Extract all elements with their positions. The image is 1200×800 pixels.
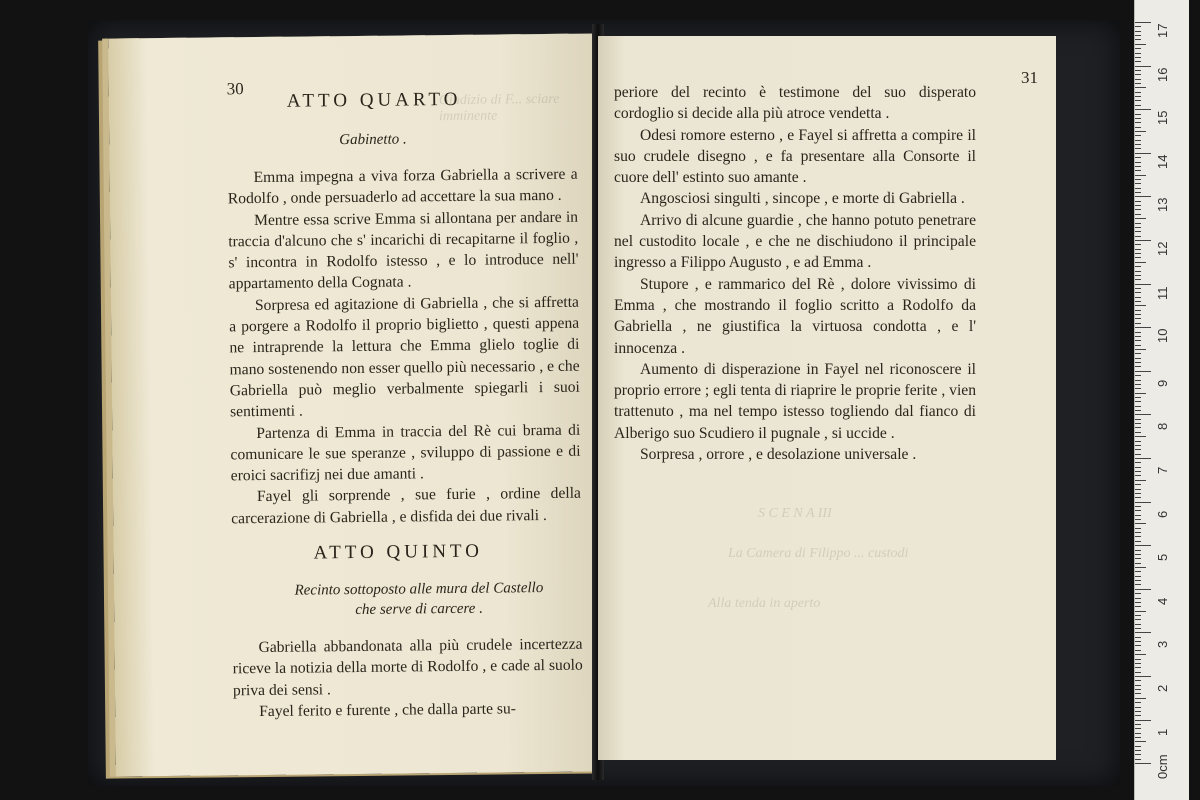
paragraph: Emma impegna a viva forza Gabriella a scrivere a Rodolfo , onde persuaderlo ad accettare la sua mano . bbox=[227, 165, 578, 208]
ruler-tick bbox=[1135, 31, 1141, 32]
ruler-tick bbox=[1135, 419, 1141, 420]
ruler-tick bbox=[1135, 83, 1141, 84]
act-five-heading: ATTO QUINTO bbox=[313, 540, 484, 564]
ruler-tick bbox=[1135, 410, 1141, 411]
ruler-tick bbox=[1135, 737, 1141, 738]
ruler-tick bbox=[1135, 763, 1151, 764]
ruler-tick bbox=[1135, 275, 1141, 276]
ruler-tick bbox=[1135, 680, 1141, 681]
ruler-tick bbox=[1135, 362, 1141, 363]
act-five-setting-line-1: Recinto sottoposto alle mura del Castello bbox=[294, 580, 544, 599]
right-page bbox=[598, 36, 1056, 760]
ruler-tick bbox=[1135, 462, 1141, 463]
ruler-tick bbox=[1135, 183, 1141, 184]
ruler-tick bbox=[1135, 105, 1141, 106]
ruler-tick bbox=[1135, 162, 1141, 163]
ruler-tick bbox=[1135, 66, 1151, 67]
ruler-tick bbox=[1135, 192, 1141, 193]
paragraph: Sorpresa ed agitazione di Gabriella , che si affretta a porgere a Rodolfo il proprio biglietto , questi appena ne intraprende la lettura che Emma glielo toglie di mano sostenendo non esser quello più necessario , e che Gabriella può meglio verbalmente spiegarli i suoi sentimenti . bbox=[229, 293, 580, 421]
ruler-tick bbox=[1135, 741, 1146, 742]
ruler-tick bbox=[1135, 127, 1141, 128]
ruler-tick bbox=[1135, 750, 1141, 751]
ruler-tick bbox=[1135, 454, 1141, 455]
ruler-label: 0cm bbox=[1155, 754, 1170, 780]
paragraph: Mentre essa scrive Emma si allontana per andare in traccia d'alcuno che s' incarichi di recapitarne il foglio , s' incontra in Rodolfo istesso , e lo introduce nell' appartamento della Cognata . bbox=[228, 208, 579, 293]
ruler-tick bbox=[1135, 645, 1141, 646]
ruler-tick bbox=[1135, 519, 1141, 520]
ruler-tick bbox=[1135, 44, 1146, 45]
ruler-tick bbox=[1135, 157, 1141, 158]
ruler-tick bbox=[1135, 323, 1141, 324]
ruler-tick bbox=[1135, 305, 1146, 306]
left-page-number: 30 bbox=[226, 79, 244, 99]
ruler-label: 15 bbox=[1155, 110, 1170, 126]
ruler-tick bbox=[1135, 218, 1146, 219]
ruler-tick bbox=[1135, 144, 1141, 145]
right-page-number: 31 bbox=[1021, 68, 1038, 87]
right-page-text bbox=[614, 82, 976, 465]
ruler-tick bbox=[1135, 584, 1141, 585]
act-four-text bbox=[228, 164, 582, 530]
ruler-tick bbox=[1135, 711, 1141, 712]
ruler-tick bbox=[1135, 632, 1151, 633]
ruler-tick bbox=[1135, 61, 1141, 62]
ruler-tick bbox=[1135, 624, 1141, 625]
paragraph: Sorpresa , orrore , e desolazione universale . bbox=[640, 446, 917, 464]
ruler-tick bbox=[1135, 698, 1146, 699]
ruler-label: 1 bbox=[1155, 728, 1170, 736]
bleed-through-text: Giudizio di F... sciare imminente bbox=[438, 91, 560, 125]
ruler-tick bbox=[1135, 493, 1141, 494]
ruler-tick bbox=[1135, 353, 1141, 354]
paragraph: Gabriella abbandonata alla più crudele incertezza riceve la notizia della morte di Rodolfo , e cade al suolo priva dei sensi . bbox=[232, 635, 583, 699]
ruler-tick bbox=[1135, 292, 1141, 293]
ruler-tick bbox=[1135, 715, 1141, 716]
ruler-tick bbox=[1135, 667, 1141, 668]
ruler-tick bbox=[1135, 100, 1141, 101]
ruler-tick bbox=[1135, 301, 1141, 302]
ruler-tick bbox=[1135, 122, 1141, 123]
ruler-tick bbox=[1135, 554, 1141, 555]
ruler-label: 4 bbox=[1155, 597, 1170, 605]
ruler-label: 3 bbox=[1155, 641, 1170, 649]
paragraph: Fayel gli sorprende , sue furie , ordine della carcerazione di Gabriella , e disfida dei due rivali . bbox=[231, 485, 582, 528]
ruler-tick bbox=[1135, 349, 1146, 350]
ruler-tick bbox=[1135, 602, 1141, 603]
ruler-tick bbox=[1135, 436, 1146, 437]
ruler-tick bbox=[1135, 502, 1151, 503]
ruler-tick bbox=[1135, 244, 1141, 245]
ruler-tick bbox=[1135, 87, 1146, 88]
ruler-tick bbox=[1135, 179, 1141, 180]
ruler-tick bbox=[1135, 388, 1141, 389]
ruler-tick bbox=[1135, 345, 1141, 346]
ruler-tick bbox=[1135, 223, 1141, 224]
ruler-tick bbox=[1135, 506, 1141, 507]
ruler-tick bbox=[1135, 728, 1141, 729]
ruler-label: 5 bbox=[1155, 553, 1170, 562]
left-page bbox=[108, 33, 604, 776]
ruler-tick bbox=[1135, 663, 1141, 664]
ruler-tick bbox=[1135, 685, 1141, 686]
ruler-tick bbox=[1135, 140, 1141, 141]
paragraph: Odesi romore esterno , e Fayel si affretta a compire il suo crudele disegno , e fa presentare alla Consorte il cuore dell' estinto suo amante . bbox=[614, 126, 976, 187]
ruler-tick bbox=[1135, 497, 1141, 498]
ruler-tick bbox=[1135, 209, 1141, 210]
ruler-tick bbox=[1135, 288, 1141, 289]
paragraph: Aumento di disperazione in Fayel nel riconoscere il proprio errore ; egli tenta di riaprire le proprie ferite , vien trattenuto , ma nel tempo istesso togliendo dal fianco di Alberigo suo Scudiero il pugnale , si uccide . bbox=[614, 360, 976, 442]
ruler-tick bbox=[1135, 22, 1151, 23]
ruler-tick bbox=[1135, 109, 1151, 110]
ruler-tick bbox=[1135, 358, 1141, 359]
ruler-tick bbox=[1135, 589, 1151, 590]
ruler-tick bbox=[1135, 26, 1141, 27]
ruler-label: 11 bbox=[1155, 286, 1170, 300]
ruler-tick bbox=[1135, 480, 1146, 481]
act-four-heading: ATTO QUARTO bbox=[286, 88, 462, 112]
ruler-tick bbox=[1135, 702, 1141, 703]
ruler-tick bbox=[1135, 545, 1151, 546]
ruler-tick bbox=[1135, 515, 1141, 516]
ruler-tick bbox=[1135, 310, 1141, 311]
ruler-tick bbox=[1135, 375, 1141, 376]
ruler-tick bbox=[1135, 188, 1141, 189]
ruler-tick bbox=[1135, 650, 1141, 651]
ruler-tick bbox=[1135, 693, 1141, 694]
ruler-tick bbox=[1135, 528, 1141, 529]
bleed-through-text: S C E N A III bbox=[758, 506, 832, 521]
ruler-tick bbox=[1135, 475, 1141, 476]
ruler-label: 8 bbox=[1155, 423, 1170, 431]
ruler-tick bbox=[1135, 672, 1141, 673]
ruler-label: 6 bbox=[1155, 510, 1170, 518]
ruler-tick bbox=[1135, 733, 1141, 734]
ruler-tick bbox=[1135, 427, 1141, 428]
ruler-label: 16 bbox=[1155, 67, 1170, 82]
paragraph: Arrivo di alcune guardie , che hanno potuto penetrare nel custodito locale , e che ne dischiudono il principale ingresso a Filippo Augusto , e ad Emma . bbox=[614, 211, 976, 272]
ruler-tick bbox=[1135, 170, 1141, 171]
ruler-tick bbox=[1135, 205, 1141, 206]
ruler-tick bbox=[1135, 550, 1141, 551]
ruler-tick bbox=[1135, 619, 1141, 620]
ruler-tick bbox=[1135, 271, 1141, 272]
ruler-tick bbox=[1135, 746, 1141, 747]
ruler-tick bbox=[1135, 397, 1141, 398]
ruler-tick bbox=[1135, 484, 1141, 485]
ruler-tick bbox=[1135, 510, 1141, 511]
ruler-tick bbox=[1135, 384, 1141, 385]
ruler-label: 7 bbox=[1155, 466, 1170, 474]
ruler-tick bbox=[1135, 48, 1141, 49]
ruler-tick bbox=[1135, 262, 1146, 263]
ruler-tick bbox=[1135, 441, 1141, 442]
ruler-tick bbox=[1135, 445, 1141, 446]
ruler-tick bbox=[1135, 676, 1151, 677]
ruler-tick bbox=[1135, 79, 1141, 80]
ruler-tick bbox=[1135, 541, 1141, 542]
ruler-tick bbox=[1135, 707, 1141, 708]
ruler-tick bbox=[1135, 118, 1141, 119]
ruler-tick bbox=[1135, 175, 1146, 176]
ruler-tick bbox=[1135, 35, 1141, 36]
ruler-tick bbox=[1135, 563, 1141, 564]
ruler-label: 9 bbox=[1155, 379, 1170, 387]
ruler-tick bbox=[1135, 297, 1141, 298]
paragraph: Partenza di Emma in traccia del Rè cui brama di comunicare le sue speranze , sviluppo di passione e di eroici sacrifizj nei due amanti . bbox=[230, 421, 581, 485]
paragraph: Stupore , e rammarico del Rè , dolore vivissimo di Emma , che mostrando il foglio scritto a Rodolfo da Gabriella , ne giustifica la virtuosa condotta , e l' innocenza . bbox=[614, 275, 976, 357]
ruler-tick bbox=[1135, 414, 1151, 415]
ruler-tick bbox=[1135, 720, 1151, 721]
paragraph: periore del recinto è testimone del suo disperato cordoglio si decide alla più atroce vendetta . bbox=[614, 84, 976, 123]
ruler-tick bbox=[1135, 284, 1151, 285]
ruler-tick bbox=[1135, 318, 1141, 319]
ruler-tick bbox=[1135, 567, 1146, 568]
ruler-label: 2 bbox=[1155, 684, 1170, 692]
ruler-tick bbox=[1135, 314, 1141, 315]
ruler-tick bbox=[1135, 598, 1141, 599]
ruler-tick bbox=[1135, 637, 1141, 638]
ruler-tick bbox=[1135, 70, 1141, 71]
ruler-tick bbox=[1135, 654, 1146, 655]
ruler-tick bbox=[1135, 92, 1141, 93]
ruler-tick bbox=[1135, 201, 1141, 202]
act-five-text bbox=[232, 634, 583, 723]
ruler-tick bbox=[1135, 380, 1141, 381]
ruler-tick bbox=[1135, 401, 1141, 402]
ruler-tick bbox=[1135, 393, 1146, 394]
ruler-tick bbox=[1135, 148, 1141, 149]
ruler-tick bbox=[1135, 615, 1141, 616]
ruler-tick bbox=[1135, 641, 1141, 642]
ruler-tick bbox=[1135, 523, 1146, 524]
ruler-label: 12 bbox=[1155, 241, 1170, 256]
ruler-tick bbox=[1135, 423, 1141, 424]
ruler-tick bbox=[1135, 759, 1141, 760]
ruler-tick bbox=[1135, 327, 1151, 328]
ruler-label: 17 bbox=[1155, 23, 1170, 38]
ruler-tick bbox=[1135, 57, 1141, 58]
ruler-tick bbox=[1135, 214, 1141, 215]
ruler-tick bbox=[1135, 279, 1141, 280]
ruler-label: 14 bbox=[1155, 154, 1170, 169]
ruler-tick bbox=[1135, 257, 1141, 258]
ruler-tick bbox=[1135, 332, 1141, 333]
ruler-tick bbox=[1135, 371, 1151, 372]
bleed-through-text: La Camera di Filippo ... custodi bbox=[728, 546, 909, 561]
ruler-tick bbox=[1135, 467, 1141, 468]
bleed-through-text: Alla tenda in aperto bbox=[708, 596, 821, 611]
ruler-tick bbox=[1135, 266, 1141, 267]
ruler-tick bbox=[1135, 611, 1146, 612]
ruler-tick bbox=[1135, 576, 1141, 577]
ruler-tick bbox=[1135, 754, 1141, 755]
ruler-tick bbox=[1135, 471, 1141, 472]
ruler-label: 10 bbox=[1155, 328, 1170, 344]
ruler-tick bbox=[1135, 489, 1141, 490]
ruler-tick bbox=[1135, 659, 1141, 660]
ruler-tick bbox=[1135, 166, 1141, 167]
ruler-tick bbox=[1135, 131, 1146, 132]
ruler-tick bbox=[1135, 606, 1141, 607]
act-five-setting-line-2: che serve di carcere . bbox=[355, 600, 484, 619]
measurement-ruler bbox=[1134, 0, 1189, 800]
ruler-label: 13 bbox=[1155, 197, 1170, 213]
ruler-tick bbox=[1135, 532, 1141, 533]
ruler-tick bbox=[1135, 449, 1141, 450]
ruler-tick bbox=[1135, 96, 1141, 97]
ruler-tick bbox=[1135, 432, 1141, 433]
ruler-tick bbox=[1135, 240, 1151, 241]
ruler-tick bbox=[1135, 236, 1141, 237]
ruler-tick bbox=[1135, 231, 1141, 232]
ruler-tick bbox=[1135, 458, 1151, 459]
ruler-tick bbox=[1135, 366, 1141, 367]
ruler-tick bbox=[1135, 340, 1141, 341]
ruler-tick bbox=[1135, 196, 1151, 197]
ruler-tick bbox=[1135, 249, 1141, 250]
ruler-tick bbox=[1135, 135, 1141, 136]
ruler-tick bbox=[1135, 628, 1141, 629]
ruler-tick bbox=[1135, 580, 1141, 581]
ruler-tick bbox=[1135, 558, 1141, 559]
ruler-tick bbox=[1135, 724, 1141, 725]
ruler-tick bbox=[1135, 689, 1141, 690]
ruler-tick bbox=[1135, 593, 1141, 594]
act-four-setting: Gabinetto . bbox=[339, 131, 407, 149]
paragraph: Angosciosi singulti , sincope , e morte di Gabriella . bbox=[640, 190, 965, 208]
ruler-tick bbox=[1135, 53, 1141, 54]
ruler-tick bbox=[1135, 253, 1141, 254]
ruler-tick bbox=[1135, 336, 1141, 337]
ruler-tick bbox=[1135, 39, 1141, 40]
paragraph: Fayel ferito e furente , che dalla parte su- bbox=[259, 700, 517, 720]
ruler-tick bbox=[1135, 153, 1151, 154]
ruler-tick bbox=[1135, 571, 1141, 572]
ruler-tick bbox=[1135, 227, 1141, 228]
ruler-tick bbox=[1135, 406, 1141, 407]
ruler-tick bbox=[1135, 536, 1141, 537]
ruler-tick bbox=[1135, 74, 1141, 75]
ruler-tick bbox=[1135, 114, 1141, 115]
